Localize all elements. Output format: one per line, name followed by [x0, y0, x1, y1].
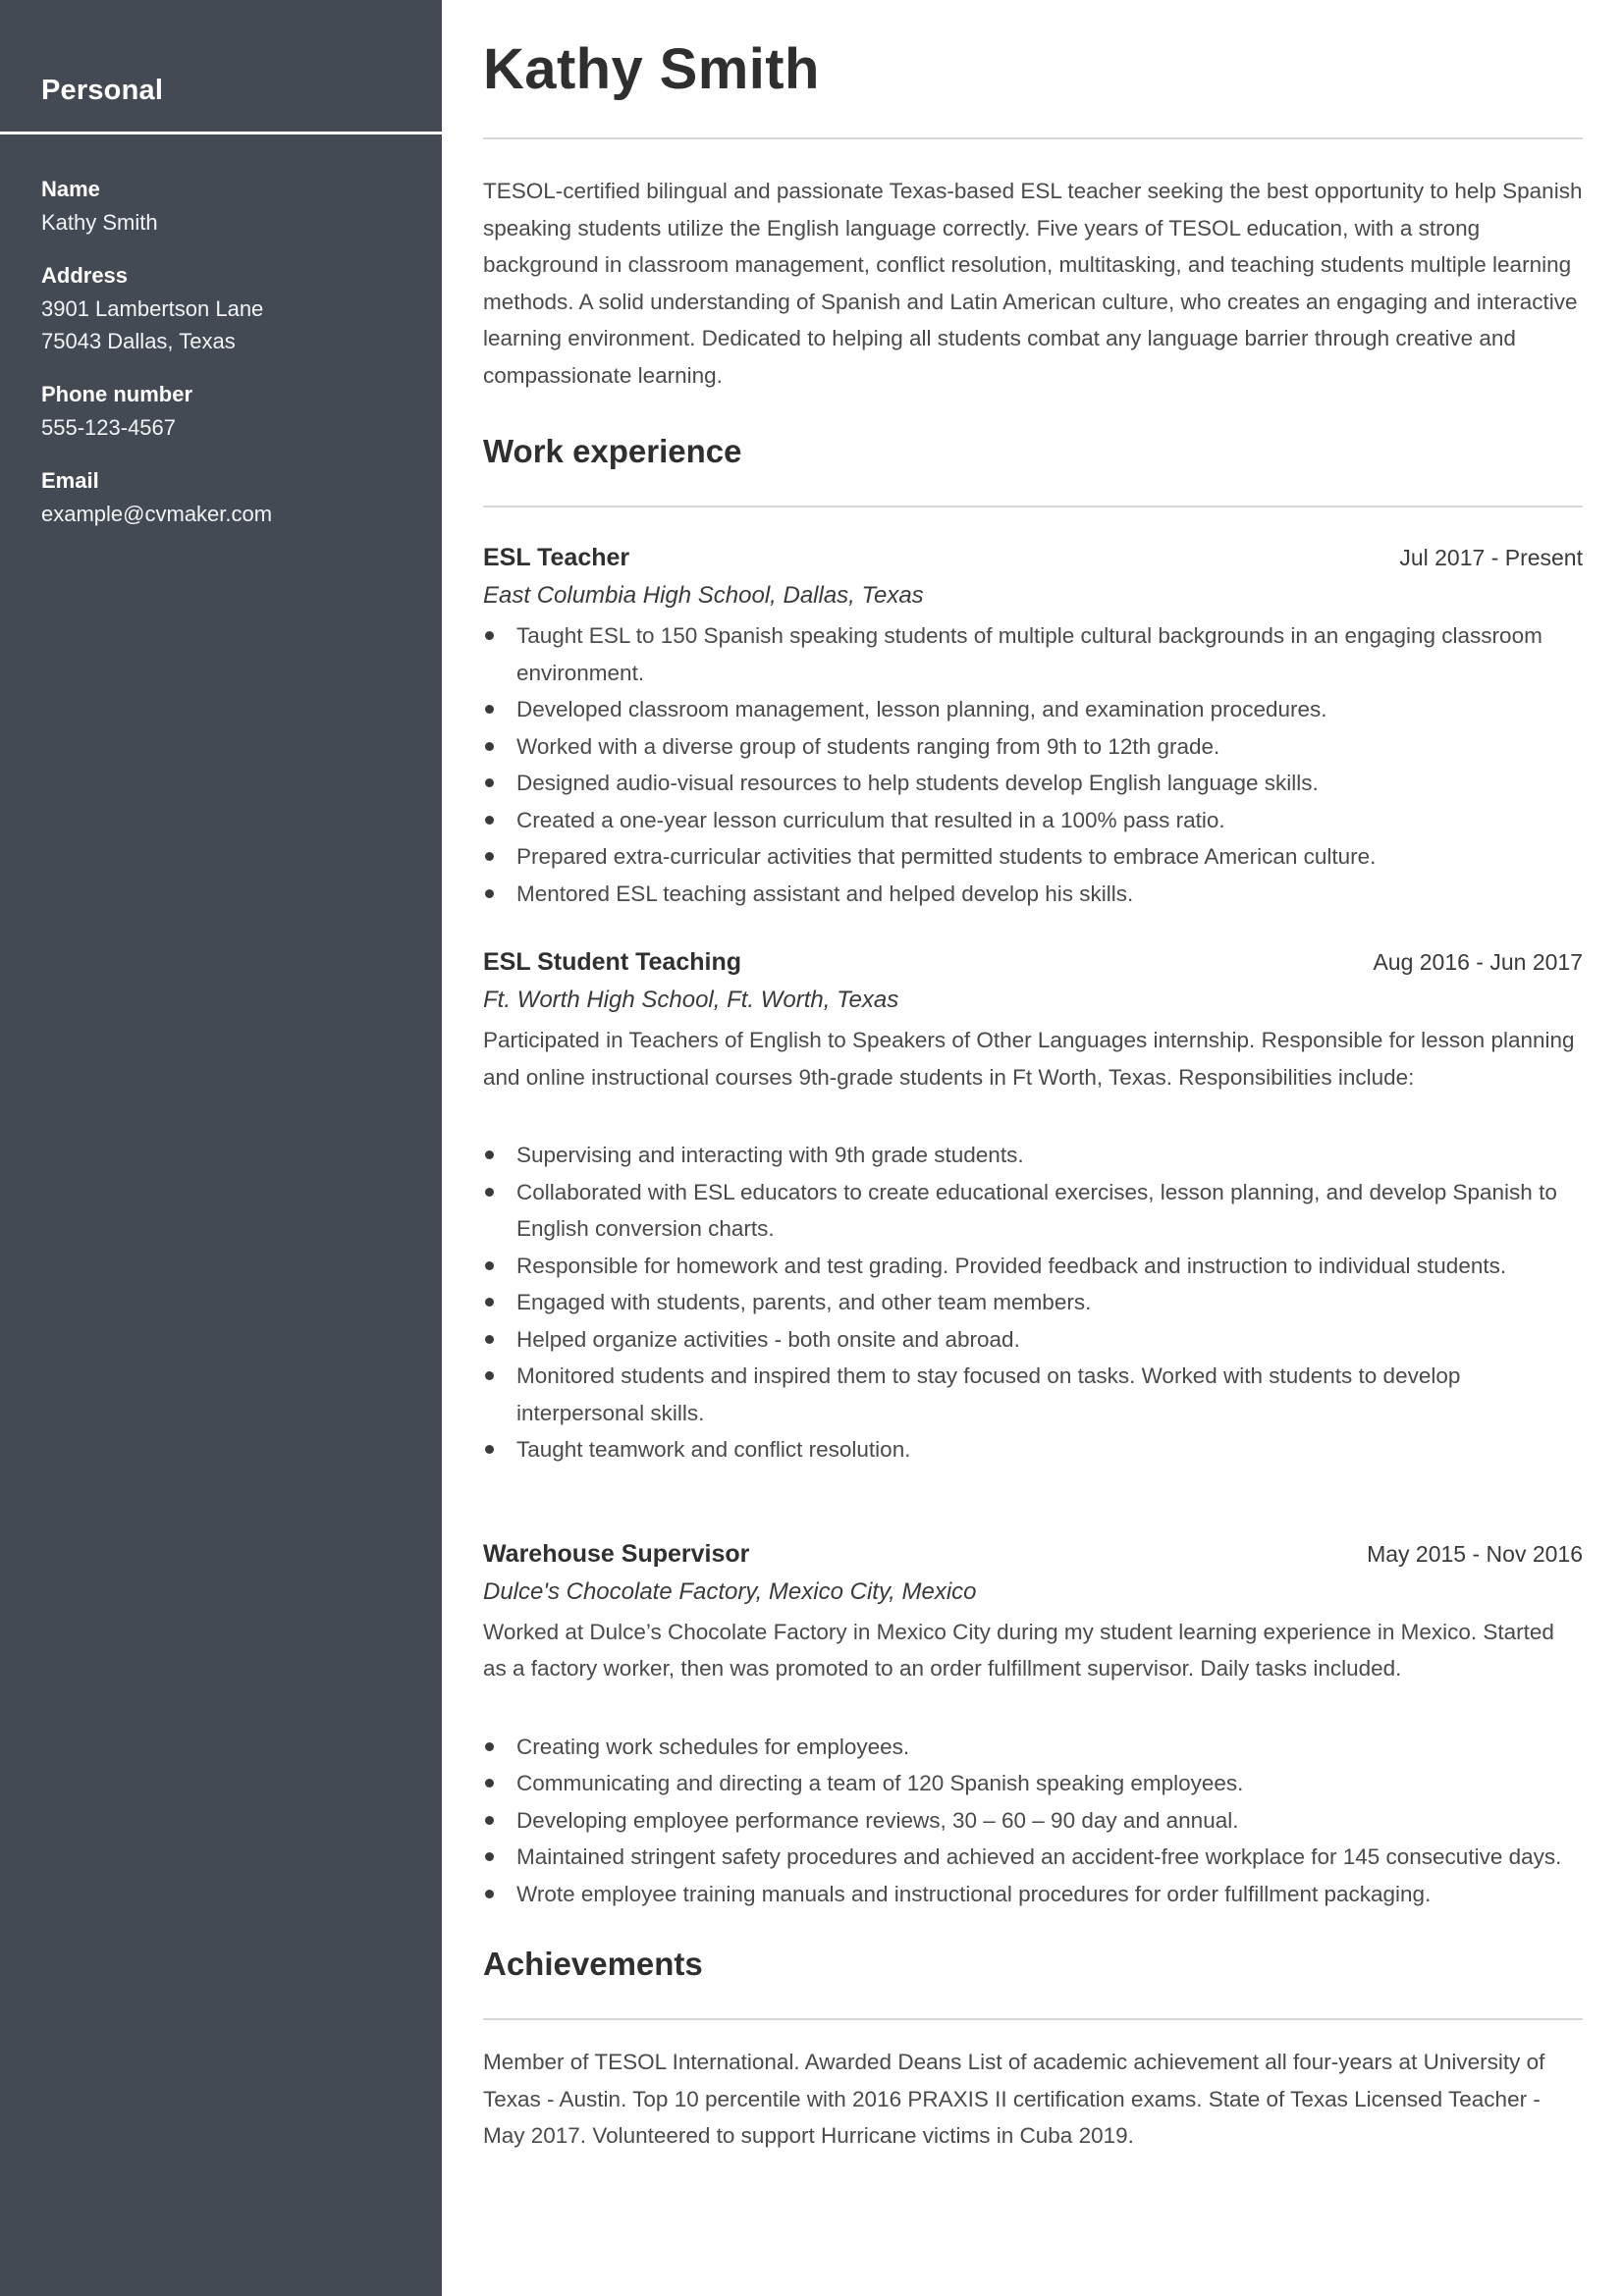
personal-heading: Personal	[41, 75, 164, 106]
job-description: Worked at Dulce’s Chocolate Factory in Mexico City during my student learning experience in Mexico. Started as a factory worker, then was promoted to an order fulfillment supervisor. Daily tasks included.	[483, 1619, 1554, 1681]
bullet-item: Communicating and directing a team of 120 Spanish speaking employees.	[483, 1765, 1583, 1802]
address-field	[41, 259, 442, 357]
address-label: Address	[41, 263, 129, 288]
job-date: May 2015 - Nov 2016	[1367, 1540, 1583, 1567]
job-title: Warehouse Supervisor	[483, 1539, 750, 1568]
job-bullets	[483, 1137, 1583, 1468]
phone-label: Phone number	[41, 382, 193, 406]
work-experience-heading: Work experience	[483, 433, 742, 469]
job-company: Ft. Worth High School, Ft. Worth, Texas	[483, 987, 899, 1013]
job-company: East Columbia High School, Dallas, Texas	[483, 582, 924, 609]
job-esl-teacher	[483, 541, 1583, 912]
name-value: Kathy Smith	[41, 210, 158, 235]
phone-value: 555-123-4567	[41, 415, 177, 440]
bullet-item: Helped organize activities - both onsite and abroad.	[483, 1321, 1583, 1359]
header-divider	[483, 137, 1583, 139]
achievements-divider	[483, 2018, 1583, 2020]
bullet-item: Prepared extra-curricular activities that permitted students to embrace American culture.	[483, 838, 1583, 876]
address-line-1: 3901 Lambertson Lane	[41, 296, 264, 321]
bullet-item: Collaborated with ESL educators to create educational exercises, lesson planning, and develop Spanish to English conversion charts.	[483, 1174, 1583, 1248]
job-date: Jul 2017 - Present	[1399, 545, 1583, 570]
bullet-item: Taught teamwork and conflict resolution.	[483, 1431, 1583, 1468]
profile-summary: TESOL-certified bilingual and passionate Texas-based ESL teacher seeking the best opportunity to help Spanish speaking students utilize the English language correctly. Five years of TESOL education, with a strong background in classroom management, conflict resolution, multitasking, and teaching students multiple learning methods. A solid understanding of Spanish and Latin American culture, who creates an engaging and interactive learning environment. Dedicated to helping all students combat any language barrier through creative and compassionate learning.	[483, 179, 1583, 388]
bullet-item: Taught ESL to 150 Spanish speaking students of multiple cultural backgrounds in an engaging classroom environment.	[483, 617, 1583, 691]
job-bullets	[483, 1729, 1583, 1913]
bullet-item: Engaged with students, parents, and other team members.	[483, 1284, 1583, 1321]
achievements-heading: Achievements	[483, 1946, 703, 1982]
bullet-item: Responsible for homework and test grading. Provided feedback and instruction to individual students.	[483, 1248, 1583, 1285]
bullet-item: Maintained stringent safety procedures and achieved an accident-free workplace for 145 consecutive days.	[483, 1839, 1583, 1876]
job-description: Participated in Teachers of English to Speakers of Other Languages internship. Responsible for lesson planning and online instructional courses 9th-grade students in Ft Worth, Texas. Responsibilities include:	[483, 1028, 1575, 1090]
job-date: Aug 2016 - Jun 2017	[1373, 949, 1583, 975]
bullet-item: Monitored students and inspired them to stay focused on tasks. Worked with students to develop interpersonal skills.	[483, 1358, 1583, 1431]
job-title: ESL Student Teaching	[483, 948, 741, 976]
job-bullets	[483, 617, 1583, 912]
candidate-name: Kathy Smith	[483, 37, 820, 101]
achievements-text: Member of TESOL International. Awarded Deans List of academic achievement all four-years at University of Texas - Austin. Top 10 percentile with 2016 PRAXIS II certification exams. State of Texas Licensed Teacher - May 2017. Volunteered to support Hurricane victims in Cuba 2019.	[483, 2050, 1545, 2148]
job-company: Dulce's Chocolate Factory, Mexico City, Mexico	[483, 1577, 977, 1605]
bullet-item: Developing employee performance reviews, 30 – 60 – 90 day and annual.	[483, 1802, 1583, 1840]
email-value[interactable]: example@cvmaker.com	[41, 502, 273, 526]
email-field	[41, 464, 442, 530]
bullet-item: Wrote employee training manuals and instructional procedures for order fulfillment packaging.	[483, 1876, 1583, 1913]
sidebar	[0, 0, 442, 2296]
email-label: Email	[41, 468, 99, 493]
address-line-2: 75043 Dallas, Texas	[41, 329, 236, 353]
bullet-item: Created a one-year lesson curriculum that resulted in a 100% pass ratio.	[483, 802, 1583, 839]
bullet-item: Mentored ESL teaching assistant and helped develop his skills.	[483, 876, 1583, 913]
bullet-item: Supervising and interacting with 9th grade students.	[483, 1137, 1583, 1174]
name-field	[41, 173, 442, 239]
job-warehouse-supervisor	[483, 1537, 1583, 1913]
sidebar-divider	[0, 132, 442, 134]
job-esl-student-teaching	[483, 945, 1583, 1468]
bullet-item: Creating work schedules for employees.	[483, 1729, 1583, 1766]
job-title: ESL Teacher	[483, 544, 630, 571]
bullet-item: Developed classroom management, lesson planning, and examination procedures.	[483, 691, 1583, 728]
bullet-item: Designed audio-visual resources to help students develop English language skills.	[483, 765, 1583, 802]
phone-field	[41, 378, 442, 444]
bullet-item: Worked with a diverse group of students ranging from 9th to 12th grade.	[483, 728, 1583, 766]
main-content	[483, 0, 1583, 2176]
work-divider	[483, 506, 1583, 507]
name-label: Name	[41, 177, 100, 201]
